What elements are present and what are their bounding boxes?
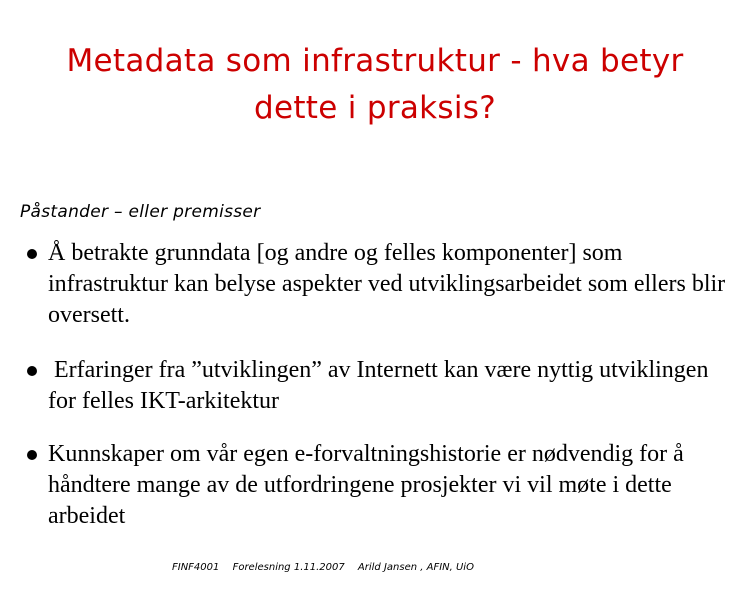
title-line-2: dette i praksis?	[254, 90, 496, 126]
slide-subtitle: Påstander – eller premisser	[20, 202, 261, 222]
bullet-text: Erfaringer fra ”utviklingen” av Internett kan være nyttig utviklingen for felles IKT-arkitektur	[48, 357, 715, 414]
footer-author: Arild Jansen , AFIN, UiO	[357, 562, 474, 573]
footer-lecture: Forelesning 1.11.2007	[232, 562, 345, 573]
bullet-dot-icon	[27, 249, 37, 259]
bullet-list	[27, 238, 737, 556]
bullet-text: Kunnskaper om vår egen e-forvaltningshistorie er nødvendig for å håndtere mange av de utfordringene prosjekter vi vil møte i dette arbeidet	[48, 441, 684, 529]
bullet-item	[27, 238, 737, 331]
slide-title	[20, 38, 730, 132]
bullet-dot-icon	[27, 366, 37, 376]
title-line-1: Metadata som infrastruktur - hva betyr	[66, 43, 684, 79]
footer-course: FINF4001	[172, 562, 220, 573]
bullet-item	[27, 439, 737, 532]
slide-footer	[172, 561, 484, 575]
bullet-text: Å betrakte grunndata [og andre og felles komponenter] som infrastruktur kan belyse aspekter ved utviklingsarbeidet som ellers blir oversett.	[48, 240, 726, 328]
bullet-item	[27, 355, 737, 417]
bullet-dot-icon	[27, 450, 37, 460]
